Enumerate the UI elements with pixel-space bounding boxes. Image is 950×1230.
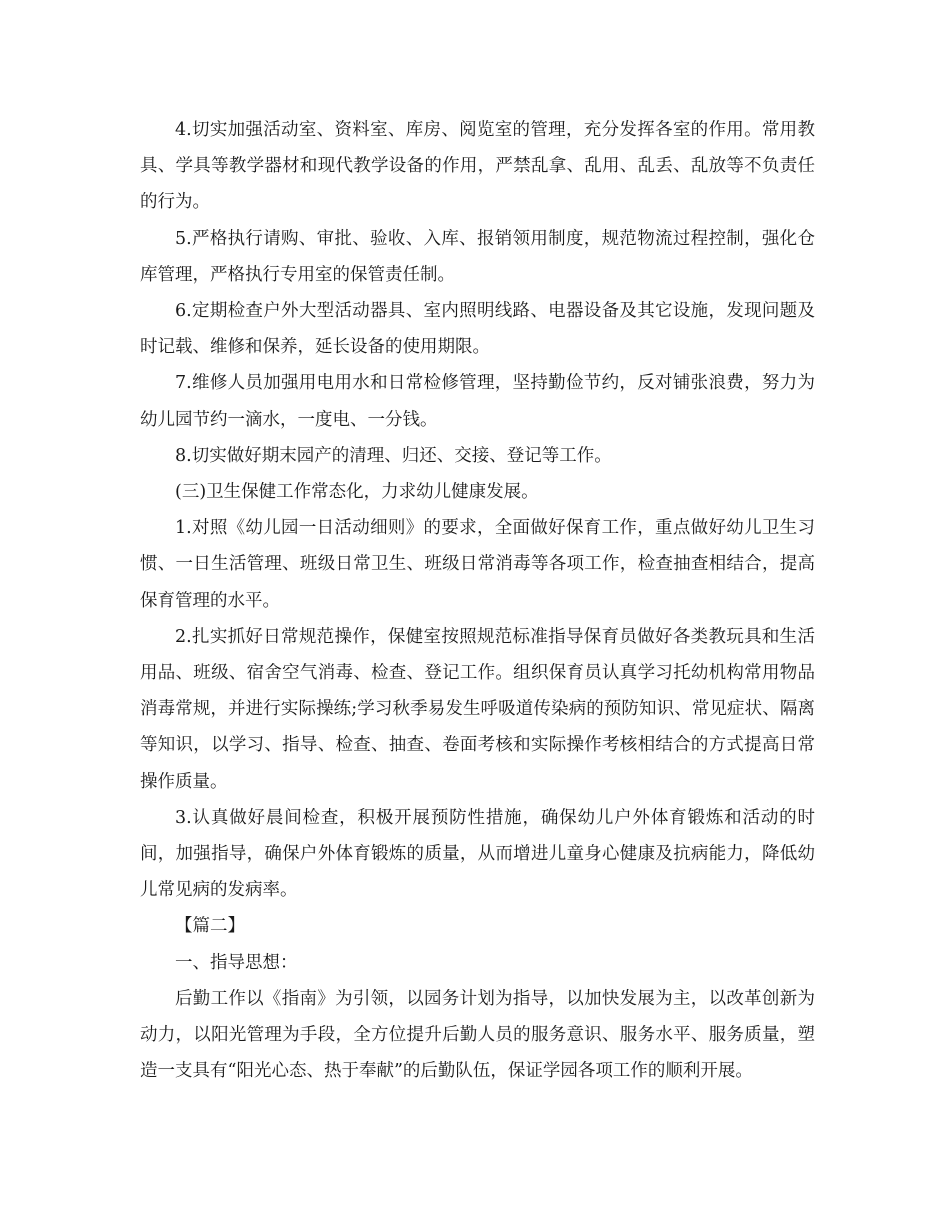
- paragraph-health-3: 3.认真做好晨间检查，积极开展预防性措施，确保幼儿户外体育锻炼和活动的时间，加强指导，确保户外体育锻炼的质量，从而增进儿童身心健康及抗病能力，降低幼儿常见病的发病率。: [140, 807, 815, 901]
- guiding-ideology-heading: 一、指导思想：: [175, 952, 298, 973]
- paragraph-item-6: 6.定期检查户外大型活动器具、室内照明线路、电器设备及其它设施，发现问题及时记载、维修和保养，延长设备的使用期限。: [140, 301, 815, 358]
- paragraph-health-2: 2.扎实抓好日常规范操作，保健室按照规范标准指导保育员做好各类教玩具和生活用品、班级、宿舍空气消毒、检查、登记工作。组织保育员认真学习托幼机构常用物品消毒常规，并进行实际操练;学习秋季易发生呼吸道传染病的预防知识、常见症状、隔离等知识，以学习、指导、检查、抽查、卷面考核和实际操作考核相结合的方式提高日常操作质量。: [140, 626, 815, 792]
- paragraph-item-7: 7.维修人员加强用电用水和日常检修管理，坚持勤俭节约，反对铺张浪费，努力为幼儿园节约一滴水，一度电、一分钱。: [140, 373, 815, 430]
- part-two-heading: 【篇二】: [175, 916, 245, 937]
- paragraph-item-8: 8.切实做好期末园产的清理、归还、交接、登记等工作。: [175, 445, 612, 466]
- paragraph-item-4: 4.切实加强活动室、资料室、库房、阅览室的管理，充分发挥各室的作用。常用教具、学具等教学器材和现代教学设备的作用，严禁乱拿、乱用、乱丢、乱放等不负责任的行为。: [140, 120, 815, 213]
- paragraph-item-5: 5.严格执行请购、审批、验收、入库、报销领用制度，规范物流过程控制，强化仓库管理，严格执行专用室的保管责任制。: [140, 228, 815, 285]
- section-heading-health: (三)卫生保健工作常态化，力求幼儿健康发展。: [175, 482, 539, 503]
- document-body: [140, 112, 815, 1089]
- guiding-ideology-paragraph: 后勤工作以《指南》为引领，以园务计划为指导，以加快发展为主，以改革创新为动力，以阳光管理为手段，全方位提升后勤人员的服务意识、服务水平、服务质量，塑造一支具有“阳光心态、热于奉献”的后勤队伍，保证学园各项工作的顺利开展。: [140, 988, 815, 1082]
- paragraph-health-1: 1.对照《幼儿园一日活动细则》的要求，全面做好保育工作，重点做好幼儿卫生习惯、一日生活管理、班级日常卫生、班级日常消毒等各项工作，检查抽查相结合，提高保育管理的水平。: [140, 518, 815, 611]
